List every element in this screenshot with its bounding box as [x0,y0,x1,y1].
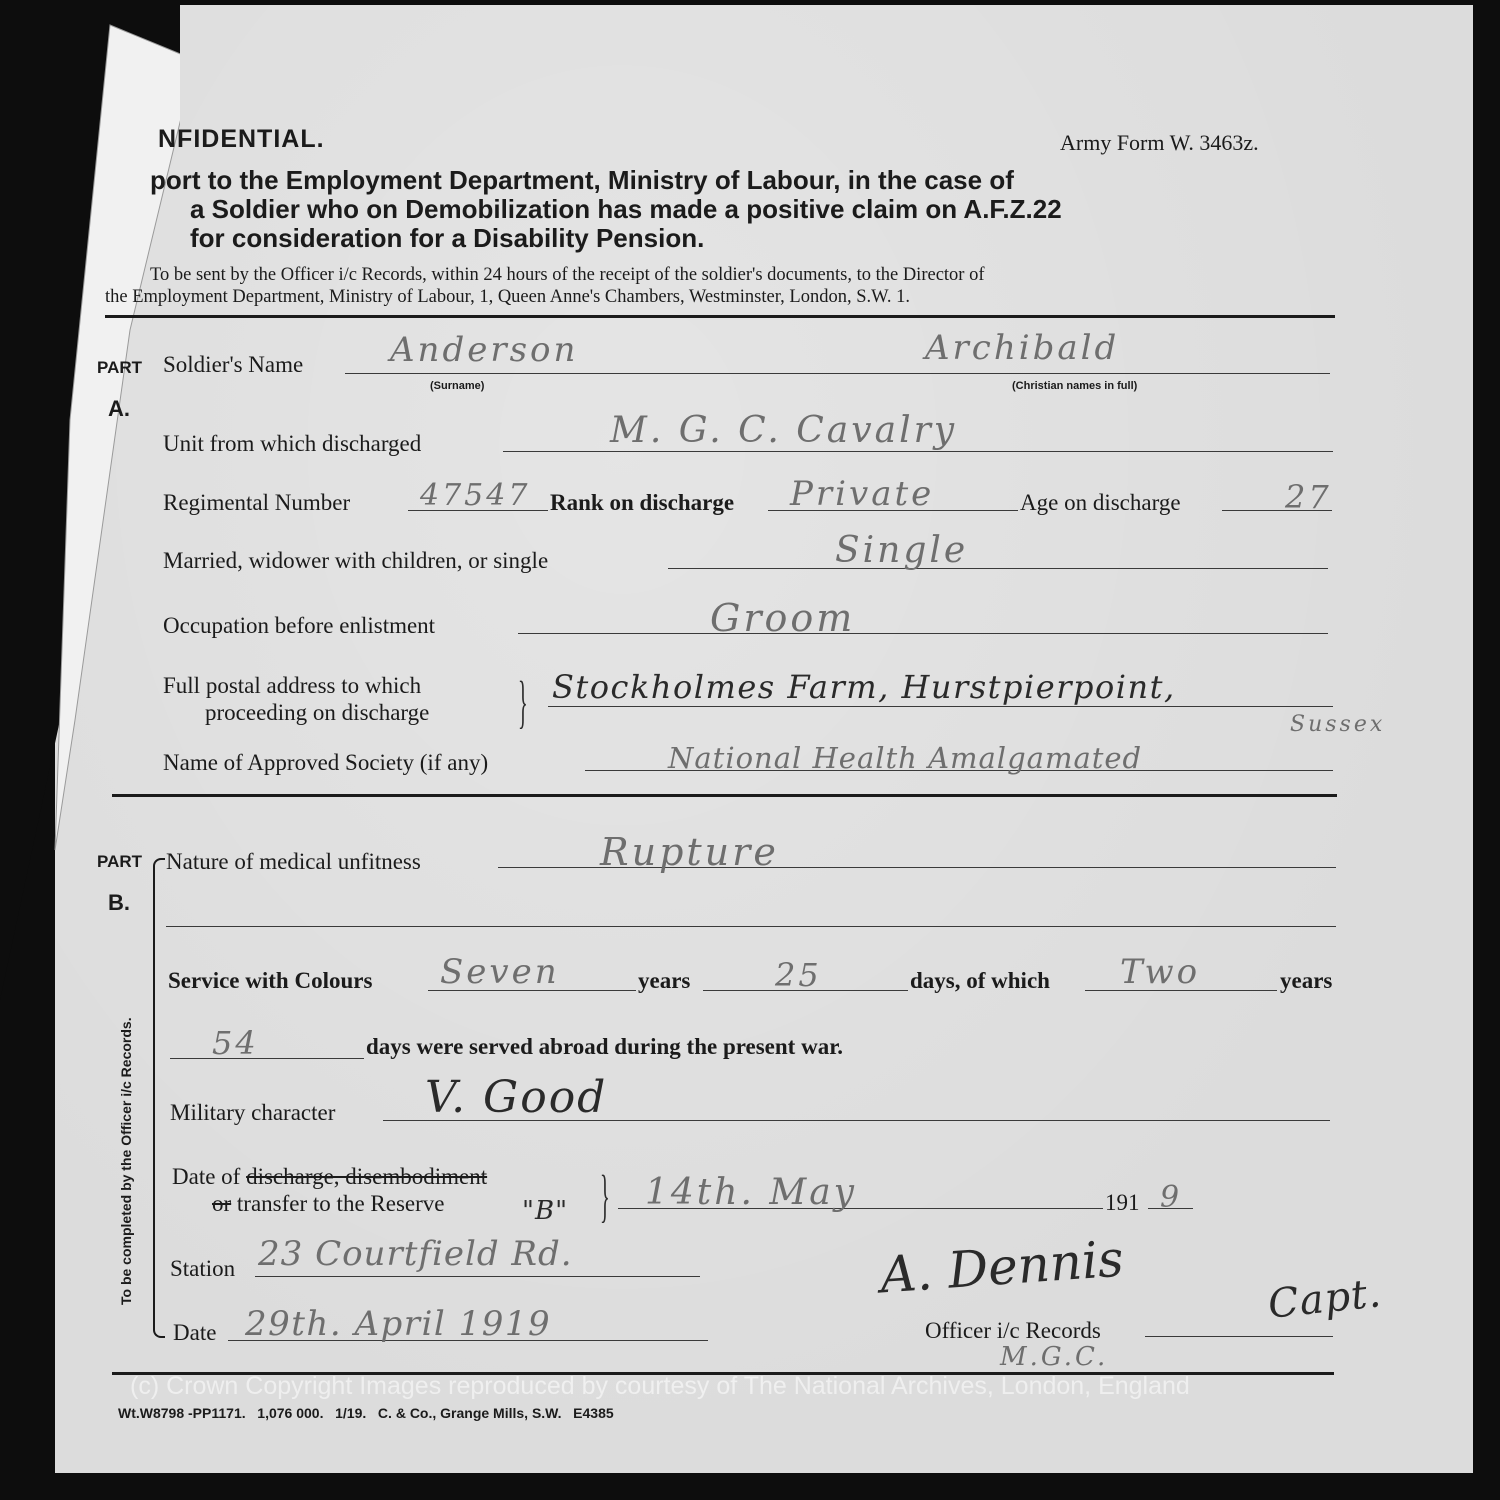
instruction-line-1: To be sent by the Officer i/c Records, within 24 hours of the receipt of the soldier's documents, to the Director of [150,265,985,285]
copyright-watermark: (c) Crown Copyright Images reproduced by courtesy of The National Archives, London, England [130,1372,1190,1400]
signature: A. Dennis [878,1229,1126,1305]
occupation-label: Occupation before enlistment [163,613,436,638]
header-divider [105,315,1335,318]
christian-caption: (Christian names in full) [1012,380,1138,392]
regimental-number-value: 47547 [420,478,531,513]
printer-line: Wt.W8798 -PP1171. 1,076 000. 1/19. C. & Co., Grange Mills, S.W. E4385 [118,1405,614,1421]
confidential-heading: NFIDENTIAL. [158,125,325,153]
part-a-label: PART [97,358,143,377]
service-label: Service with Colours [168,968,373,993]
unit-label: Unit from which discharged [163,431,422,456]
year-prefix: 191 [1105,1190,1140,1215]
address-label-line-1: Full postal address to which [163,673,422,698]
title-line-3: for consideration for a Disability Pension. [190,223,705,253]
medical-label: Nature of medical unfitness [166,849,421,874]
year-suffix: 9 [1160,1180,1183,1215]
address-value: Stockholmes Farm, Hurstpierpoint, [552,668,1176,706]
struck-or: or [212,1191,232,1216]
station-line [255,1276,700,1277]
service-years-value: Seven [440,952,560,992]
occupation-value: Groom [710,596,856,640]
days-of-which: days, of which [910,968,1050,993]
date-label: Date [173,1320,217,1345]
instruction-line-2: the Employment Department, Ministry of Labour, 1, Queen Anne's Chambers, Westminster, London, S.W. 1. [105,287,910,307]
society-label: Name of Approved Society (if any) [163,750,489,775]
service-days-value: 25 [775,956,822,994]
date-of-text: Date of [172,1164,241,1189]
medical-line-2 [166,926,1336,927]
officer-label: Officer i/c Records [925,1318,1101,1343]
signature-rank: Capt. [1265,1270,1384,1328]
medical-value: Rupture [600,830,779,874]
part-a-letter: A. [108,396,130,421]
regimental-number-label: Regimental Number [163,490,351,515]
station-label: Station [170,1256,236,1281]
abroad-days-line [170,1058,364,1059]
reserve-class: "B" [522,1196,569,1226]
title-line-2: a Soldier who on Demobilization has made a positive claim on A.F.Z.22 [190,194,1062,224]
officer-line [1145,1336,1333,1337]
date-brace: } [600,1163,610,1228]
society-value: National Health Amalgamated [668,741,1143,775]
age-label: Age on discharge [1020,490,1181,515]
address-value-line-2: Sussex [1290,712,1386,737]
soldiers-name-label: Soldier's Name [163,352,304,377]
address-brace: } [518,669,528,734]
christian-name-value: Archibald [925,328,1120,368]
address-line [548,706,1333,707]
occupation-line [518,633,1328,634]
unit-value: M. G. C. Cavalry [610,410,958,451]
age-value: 27 [1285,478,1332,516]
rank-label: Rank on discharge [550,490,735,515]
date-value: 29th. April 1919 [245,1304,552,1344]
side-note: To be completed by the Officer i/c Records. [118,1017,134,1305]
date-discharge-label-line-2 [212,1191,444,1217]
character-label: Military character [170,1100,336,1125]
title-line-1: port to the Employment Department, Ministry of Labour, in the case of [150,165,1014,195]
rank-value: Private [790,474,935,514]
struck-text: discharge, disembodiment [246,1164,488,1189]
years-word: years [638,968,691,993]
part-b-label: PART [97,852,143,871]
surname-value: Anderson [390,330,579,370]
abroad-text: days were served abroad during the present war. [366,1034,844,1059]
torn-paper-corner [0,0,180,1000]
transfer-text: transfer to the Reserve [236,1191,445,1216]
officer-unit: M.G.C. [1000,1342,1109,1372]
soldiers-name-line [345,373,1330,374]
part-b-bracket [153,858,165,1338]
surname-caption: (Surname) [430,380,485,392]
address-label-line-2: proceeding on discharge [205,700,430,725]
abroad-days-value: 54 [212,1024,259,1062]
unit-line [503,451,1333,452]
abroad-years-value: Two [1120,952,1201,992]
married-line [668,568,1328,569]
form-number: Army Form W. 3463z. [1060,130,1259,155]
years-word-2: years [1280,968,1333,993]
part-a-divider [112,794,1337,797]
discharge-date-value: 14th. May [645,1172,858,1213]
part-b-letter: B. [108,890,130,915]
married-label: Married, widower with children, or single [163,548,549,573]
married-value: Single [835,530,969,571]
station-value: 23 Courtfield Rd. [258,1234,573,1274]
character-value: V. Good [425,1072,608,1123]
date-discharge-label-line-1 [172,1164,487,1190]
